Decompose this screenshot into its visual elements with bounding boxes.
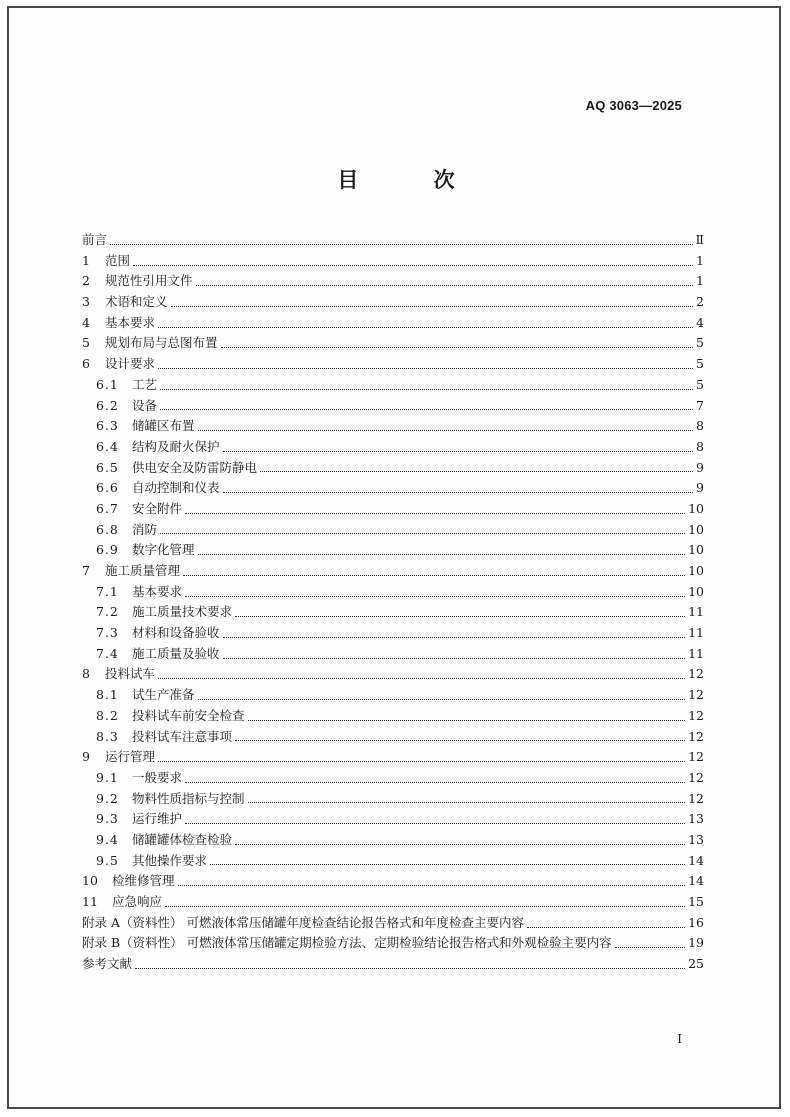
toc-entry-page: 10 [688,542,704,558]
toc-entry-page: 5 [696,356,704,372]
toc-entry-page: 12 [688,666,704,682]
toc-entry[interactable] [82,602,704,623]
toc-entry-page: 2 [696,294,704,310]
toc-entry-page: 12 [688,790,704,806]
toc-entry[interactable] [82,313,704,334]
toc-entry[interactable] [82,375,704,396]
toc-entry[interactable] [82,354,704,375]
toc-entry-label: 结构及耐火保护 [132,438,220,454]
toc-entry-number: 2 [82,273,90,289]
toc-entry-page: 11 [688,604,704,620]
toc-entry-page: 7 [696,397,704,413]
toc-entry[interactable] [82,251,704,272]
toc-entry-page: 12 [688,687,704,703]
toc-dot-leader [158,678,685,679]
toc-entry-page: 4 [696,314,704,330]
toc-dot-leader [160,389,693,390]
toc-entry-label: 规划布局与总图布置 [105,335,218,351]
toc-dot-leader [223,637,686,638]
toc-entry[interactable] [82,871,704,892]
toc-entry-label: 数字化管理 [132,542,195,558]
toc-dot-leader [198,699,686,700]
toc-entry-number: 8.3 [96,728,119,744]
toc-entry-number: 7.3 [96,625,119,641]
toc-entry-label: 施工质量及验收 [132,645,220,661]
toc-dot-leader [248,802,686,803]
toc-entry-number: 5 [82,335,90,351]
toc-entry-page: 13 [688,831,704,847]
toc-entry-label: 安全附件 [132,500,183,516]
toc-dot-leader [615,947,685,948]
toc-entry-number: 8.2 [96,707,119,723]
toc-entry-number: 7.1 [96,583,119,599]
toc-entry[interactable] [82,416,704,437]
toc-dot-leader [185,513,685,514]
toc-entry-label: 设备 [132,397,158,413]
toc-entry-page: 5 [696,376,704,392]
toc-entry-label: 自动控制和仪表 [132,480,220,496]
toc-entry-page: 9 [696,480,704,496]
toc-entry-label: 施工质量技术要求 [132,604,233,620]
toc-entry[interactable] [82,458,704,479]
toc-entry[interactable] [82,644,704,665]
toc-entry-page: 8 [696,418,704,434]
toc-entry-page: 12 [688,707,704,723]
toc-entry-page: 11 [688,645,704,661]
toc-dot-leader [160,533,685,534]
toc-dot-leader [223,492,694,493]
toc-entry-page: Ⅱ [695,232,704,247]
toc-entry-label: 术语和定义 [105,294,168,310]
toc-dot-leader [260,471,693,472]
toc-entry[interactable] [82,437,704,458]
toc-entry-label: 设计要求 [105,356,156,372]
toc-entry[interactable] [82,292,704,313]
toc-entry-label: 施工质量管理 [105,563,181,578]
toc-entry-label: 参考文献 [82,956,133,972]
toc-entry-page: 10 [688,521,704,537]
toc-entry-page: 10 [688,500,704,516]
toc-entry[interactable] [82,768,704,789]
toc-dot-leader [235,740,685,741]
toc-entry-number: 9 [82,749,90,765]
toc-entry-label: 附录 A（资料性） 可燃液体常压储罐年度检查结论报告格式和年度检查主要内容 [82,914,524,930]
toc-entry-page: 15 [688,894,704,909]
toc-entry[interactable] [82,396,704,417]
toc-entry-number: 9.4 [96,831,119,847]
toc-dot-leader [133,265,693,266]
toc-entry-label: 应急响应 [112,894,163,909]
toc-entry-label: 运行维护 [132,811,183,827]
toc-entry-label: 一般要求 [132,769,183,785]
toc-entry-number: 6.9 [96,542,119,558]
toc-entry[interactable] [82,664,704,685]
toc-entry-label: 物料性质指标与控制 [132,790,245,806]
toc-entry-page: 13 [688,811,704,827]
toc-dot-leader [183,575,685,576]
toc-dot-leader [210,864,685,865]
toc-dot-leader [135,968,685,969]
toc-entry[interactable] [82,706,704,727]
toc-entry-page: 19 [688,935,704,951]
toc-entry-number: 6.7 [96,500,119,516]
toc-entry-page: 14 [688,852,704,868]
toc-entry[interactable] [82,685,704,706]
toc-entry[interactable] [82,230,704,251]
table-of-contents [82,230,704,975]
toc-entry[interactable] [82,623,704,644]
toc-entry-label: 规范性引用文件 [105,273,193,289]
toc-entry[interactable] [82,333,704,354]
toc-dot-leader [248,720,686,721]
toc-entry[interactable] [82,520,704,541]
toc-entry[interactable] [82,271,704,292]
toc-dot-leader [171,306,694,307]
toc-entry-number: 9.2 [96,790,119,806]
toc-entry-number: 6.5 [96,459,119,475]
toc-entry-page: 1 [696,273,704,289]
toc-entry-page: 8 [696,438,704,454]
toc-entry-page: 16 [688,914,704,930]
toc-entry-page: 25 [688,956,704,972]
toc-dot-leader [221,347,694,348]
toc-entry-label: 试生产准备 [132,687,195,703]
toc-entry-label: 基本要求 [105,314,156,330]
toc-entry-page: 12 [688,749,704,765]
toc-dot-leader [196,285,694,286]
toc-entry[interactable] [82,851,704,872]
toc-entry[interactable] [82,747,704,768]
toc-entry-number: 8.1 [96,687,119,703]
toc-entry-number: 6.1 [96,376,119,392]
toc-entry-page: 10 [688,583,704,599]
toc-dot-leader [527,927,685,928]
toc-dot-leader [185,823,685,824]
toc-entry-number: 7.2 [96,604,119,620]
toc-entry-label: 工艺 [132,376,158,392]
toc-entry-label: 检维修管理 [112,873,175,889]
toc-entry-page: 14 [688,873,704,889]
toc-dot-leader [223,658,686,659]
page-folio: Ⅰ [677,1032,682,1046]
toc-dot-leader [223,451,694,452]
toc-entry-number: 6.6 [96,480,119,496]
toc-dot-leader [165,906,685,907]
toc-dot-leader [235,844,685,845]
toc-entry-number: 9.1 [96,769,119,785]
toc-entry-page: 11 [688,625,704,641]
toc-dot-leader [160,409,693,410]
toc-entry-number: 8 [82,666,90,682]
toc-dot-leader [178,885,686,886]
toc-entry[interactable] [82,809,704,830]
toc-entry-label: 供电安全及防雷防静电 [132,459,258,475]
toc-entry-label: 其他操作要求 [132,852,208,868]
toc-entry-label: 材料和设备验收 [132,625,220,641]
toc-entry-number: 10 [82,873,98,889]
document-page [7,6,781,1109]
toc-entry[interactable] [82,561,704,582]
toc-entry-label: 附录 B（资料性） 可燃液体常压储罐定期检验方法、定期检验结论报告格式和外观检验主要内容 [82,935,612,951]
toc-dot-leader [185,596,685,597]
toc-entry-label: 储罐区布置 [132,418,195,434]
toc-entry-page: 10 [688,563,704,578]
toc-entry[interactable] [82,540,704,561]
toc-entry[interactable] [82,582,704,603]
toc-entry-label: 基本要求 [132,583,183,599]
toc-entry-number: 9.5 [96,852,119,868]
toc-entry-page: 5 [696,335,704,351]
toc-entry-label: 运行管理 [105,749,156,765]
toc-dot-leader [158,327,693,328]
toc-entry[interactable] [82,892,704,913]
toc-entry-number: 1 [82,252,90,268]
toc-entry-number: 7 [82,563,90,578]
toc-entry-number: 6.2 [96,397,119,413]
toc-entry[interactable] [82,913,704,934]
toc-entry-label: 前言 [82,232,108,247]
toc-entry-page: 12 [688,728,704,744]
toc-entry-page: 12 [688,769,704,785]
toc-entry[interactable] [82,478,704,499]
toc-dot-leader [235,616,685,617]
toc-entry-number: 3 [82,294,90,310]
toc-entry-number: 6.8 [96,521,119,537]
toc-entry[interactable] [82,830,704,851]
toc-entry-page: 9 [696,459,704,475]
toc-dot-leader [198,554,686,555]
toc-entry-label: 投料试车注意事项 [132,728,233,744]
toc-entry-number: 9.3 [96,811,119,827]
toc-entry-label: 投料试车 [105,666,156,682]
toc-dot-leader [158,368,693,369]
document-code: AQ 3063—2025 [585,98,682,113]
toc-dot-leader [110,244,692,245]
page-title: 目 次 [337,168,489,192]
toc-entry[interactable] [82,933,704,954]
toc-entry-label: 储罐罐体检查检验 [132,831,233,847]
toc-entry-number: 7.4 [96,645,119,661]
toc-entry-number: 6.3 [96,418,119,434]
toc-dot-leader [198,430,694,431]
toc-entry[interactable] [82,789,704,810]
toc-entry-page: 1 [696,252,704,268]
toc-entry-number: 11 [82,894,98,909]
toc-dot-leader [185,782,685,783]
toc-entry-label: 投料试车前安全检查 [132,707,245,723]
toc-entry-number: 6.4 [96,438,119,454]
toc-entry-number: 4 [82,314,90,330]
toc-entry[interactable] [82,499,704,520]
toc-entry-label: 范围 [105,252,131,268]
toc-entry-number: 6 [82,356,90,372]
toc-entry[interactable] [82,954,704,975]
toc-dot-leader [158,761,685,762]
toc-entry-label: 消防 [132,521,158,537]
toc-entry[interactable] [82,727,704,748]
